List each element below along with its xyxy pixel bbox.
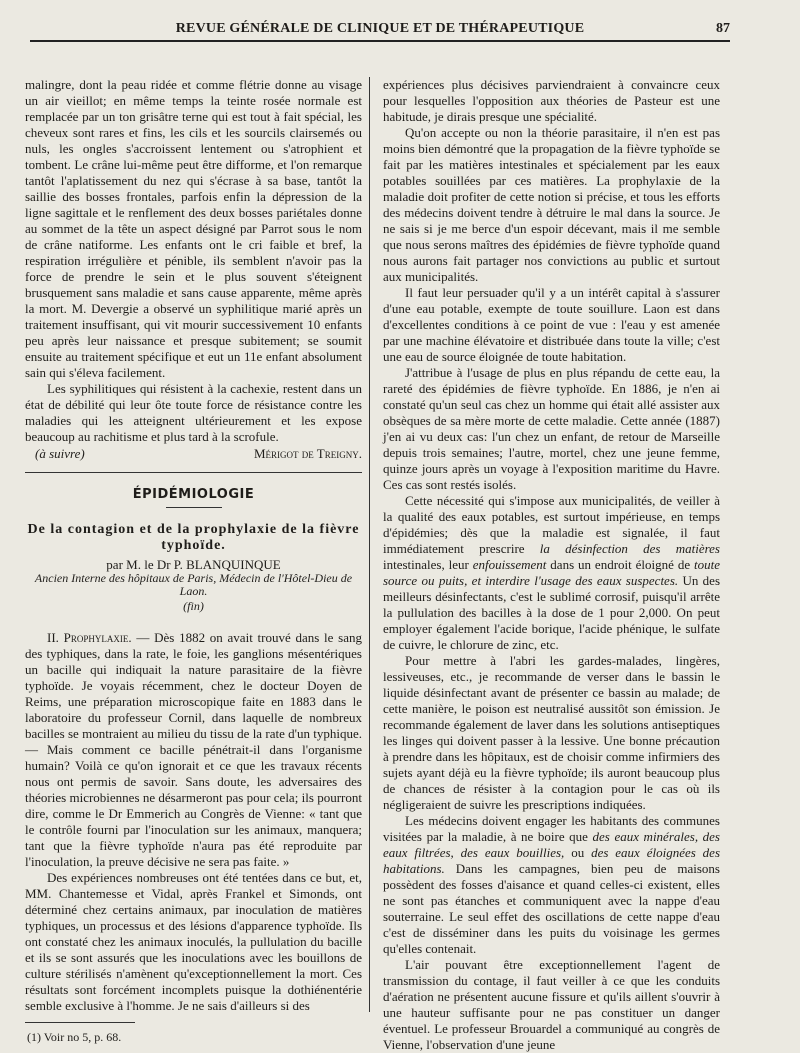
paragraph-text: Dans les campagnes, bien peu de maisons possèdent des fosses d'aisance et quand celles-ci existent, elles ne sont pas étanches et communiquent avec la nappe d'eau souterraine. Le seul effet des oscillations de cette nappe d'eau c'est de disséminer dans les puits du voisinage les germes qu'elles contenait. <box>383 861 720 956</box>
paragraph: L'air pouvant être exceptionnellement l'agent de transmission du contage, il faut veiller à ce que les conduits d'aération ne présentent aucune fissure et qu'ils aillent s'ouvrir à une hauteur suffisante pour ne pas constituer un danger éventuel. Le professeur Brouardel a communiqué au congrès de Vienne, l'observation d'une jeune <box>383 957 720 1052</box>
paragraph-text: dans un endroit éloigné de <box>546 557 694 572</box>
journal-title: REVUE GÉNÉRALE DE CLINIQUE ET DE THÉRAPEUTIQUE <box>175 21 585 36</box>
page-number: 87 <box>716 21 730 36</box>
article-byline: par M. le Dr P. BLANQUINQUE <box>106 557 281 572</box>
paragraph-text: — Dès 1882 on avait trouvé dans le sang des typhiques, dans la rate, le foie, les ganglions mésentériques un bacille qui indiquait la nature parasitaire de la fièvre typhoïde. Je voyais récemment, chez le docteur Doyen de Reims, une préparation microscopique faite en 1883 dans le laboratoire du professeur Cornil, dans laquelle de nombreux bacilles se montraient au milieu du tissu de la rate d'un typhique. — Mais comment ce bacille pénétrait-il dans l'organisme humain? Voilà ce qu'on ignorait et ce que les travaux récents nous ont permis de savoir. Sans doute, les adversaires des théories microbiennes ne désarmeront pas pour cela; ils pourront dire, comme le Dr Emmerich au Congrès de Vienne: « tant que le contrôle fourni par l'inoculation sur les animaux, manquera; tant que la fièvre typhoïde n'aura pas été reproduite par l'inoculation, la preuve décisive ne sera pas faite. » <box>25 630 363 869</box>
paragraph-text: ou <box>564 845 592 860</box>
paragraph-text: intestinales, leur <box>383 557 473 572</box>
section-heading: ÉPIDÉMIOLOGIE <box>132 487 255 502</box>
paragraph-text: Les médecins doivent engager les habitants des communes visitées par la maladie, à ne boire que <box>383 813 720 844</box>
emphasis: des eaux minérales, des eaux filtrées, des eaux bouillies, <box>383 829 720 860</box>
paragraph-text: Un des meilleurs désinfectants, c'est le sublimé corrosif, puisqu'il arrête la pullulation des bacilles à la dose de 1 pour 2,000. On peut employer également l'acide borique, l'acide phénique, le sulfate de cuivre, le chlorure de zinc, etc. <box>383 573 721 652</box>
emphasis: enfouissement <box>472 557 547 572</box>
right-column <box>383 77 720 1053</box>
continued-note: (à suivre) <box>35 446 85 461</box>
subsection-heading: II. Prophylaxie. <box>47 630 132 645</box>
section-divider <box>25 472 362 473</box>
column-divider <box>369 77 370 1012</box>
footnote: (1) Voir no 5, p. 68. <box>27 1030 122 1044</box>
paragraph <box>383 813 720 957</box>
article-signature <box>25 446 362 462</box>
paragraph: Qu'on accepte ou non la théorie parasitaire, il n'en est pas moins bien démontré que la propagation de la fièvre typhoïde se fait par les matières intestinales et spécialement par les eaux potables souillées par ces matières. La prophylaxie de la maladie doit profiter de cette notion si précise, et tous les efforts des médecins doivent tendre à détruire le mal dans la source. Je ne sais si je me berce d'un espoir décevant, mais il me semble que nous serons maîtres des épidémies de fièvre typhoïde quand nous aurons fait partager nos convictions au public et surtout aux municipalités. <box>383 125 720 284</box>
emphasis: des eaux éloignées des habitations. <box>383 845 721 876</box>
paragraph: malingre, dont la peau ridée et comme flétrie donne au visage un air vieillot; en même temps la teinte rosée normale est remplacée par un ton grisâtre terne qui est tout à fait spécial, les cheveux sont rares et fins, les cils et les sourcils clairsemés ou nuls, les ongles s'accroissent lentement ou s'atrophient et tombent. Le crâne lui-même peut être difforme, et l'on remarque tantôt l'aplatissement du nez qui s'écrase à sa base, tantôt la saillie des bosses frontales, parfois enfin la dépression de la ligne sagittale et le renflement des deux bosses pariétales donne au sommet de la tête un aspect désigné par Parrot sous le nom de crâne natiforme. Les enfants ont le cri faible et bref, la respiration irrégulière et pénible, ils semblent n'avoir pas la force de prendre le sein et le plus souvent s'éteignent brusquement sans maladie et sans cause apparente, même après la mort. M. Devergie a observé un syphilitique marié après un traitement insuffisant, qui vit mourir successivement 10 enfants peu après leur naissance et presque subitement; se soumit ensuite au traitement spécifique et eut un 11e enfant absolument sain qui s'éleva facilement. <box>25 77 362 380</box>
paragraph: expériences plus décisives parviendraient à convaincre ceux pour lesquelles l'opposition aux théories de Pasteur est une habitude, je dirais presque une spécialité. <box>383 77 720 124</box>
left-column <box>25 77 362 1045</box>
paragraph: Les syphilitiques qui résistent à la cachexie, restent dans un état de débilité qui leur ôte toute force de résistance contre les maladies qui les atteignent ultérieurement et les expose beaucoup au rachitisme et plus tard à la scrofule. <box>25 381 362 444</box>
paragraph: Il faut leur persuader qu'il y a un intérêt capital à s'assurer d'une eau potable, exempte de toute souillure. Laon est dans d'excellentes conditions à ce point de vue : l'eau y est amenée par une machine élévatoire et distribuée dans toute la ville; c'est une eau de source éloignée de toute habitation. <box>383 285 720 364</box>
running-header <box>30 20 730 42</box>
footnote-rule <box>25 1022 135 1023</box>
signature-author: Mérigot de Treigny. <box>253 446 362 461</box>
emphasis: toute source ou puits, et interdire l'usage des eaux suspectes. <box>383 557 720 588</box>
emphasis: la désinfection des matières <box>539 541 720 556</box>
paragraph: J'attribue à l'usage de plus en plus répandu de cette eau, la rareté des épidémies de fièvre typhoïde. En 1886, je n'en ai constaté qu'un seul cas chez un homme qui était allé assister aux obsèques de sa mère morte de cette maladie. Cette année (1887) j'en ai vu deux cas: l'un chez un enfant, de retour de Marseille depuis trois semaines; l'autre, mortel, chez une jeune femme, quinze jours après un voyage à l'exposition maritime du Havre. Ces cas sont restés isolés. <box>383 365 720 492</box>
paragraph <box>383 493 720 653</box>
paragraph-text: Cette nécessité qui s'impose aux municipalités, de veiller à la qualité des eaux potables, est surtout impérieuse, en temps d'épidémies; dès que la maladie est signalée, il faut immédiatement prescrire <box>383 493 720 556</box>
paragraph <box>25 630 362 870</box>
article-title: De la contagion et de la prophylaxie de la fièvre typhoïde. <box>27 522 360 553</box>
author-affiliation: Ancien Interne des hôpitaux de Paris, Médecin de l'Hôtel-Dieu de Laon. <box>34 571 353 598</box>
article-part-note: (fin) <box>183 599 204 613</box>
section-underline <box>166 507 222 508</box>
paragraph: Des expériences nombreuses ont été tentées dans ce but, et, MM. Chantemesse et Vidal, après Frankel et Simonds, ont déterminé chez certains animaux, par inoculation de matières typhiques, un processus et des lésions d'apparence typhoïde. Ils ont constaté chez les animaux inoculés, la pullulation du bacille et ils se sont assurés que les inoculations avec les bouillons de culture stérilisés n'amènent qu'exceptionnellement la mort. Ces résultats sont forcément incomplets puisque la dothiénentérie semble exclusive à l'homme. Je ne sais d'ailleurs si des <box>25 870 362 1013</box>
paragraph: Pour mettre à l'abri les gardes-malades, lingères, lessiveuses, etc., je recommande de verser dans le bassin le liquide désinfectant avant de présenter ce bassin au malade; de cette manière, le poison est neutralisé aussitôt son émission. Je recommande également de laver dans les solutions antiseptiques les linges qui doivent passer à la lessive. Une bonne précaution à prendre dans les hôpitaux, est de choisir comme infirmiers des sujets ayant déjà eu la fièvre typhoïde; ils auront beaucoup plus de chances de résister à la contagion pour le cas où ils négligeraient de suivre les prescriptions indiquées. <box>383 653 720 812</box>
